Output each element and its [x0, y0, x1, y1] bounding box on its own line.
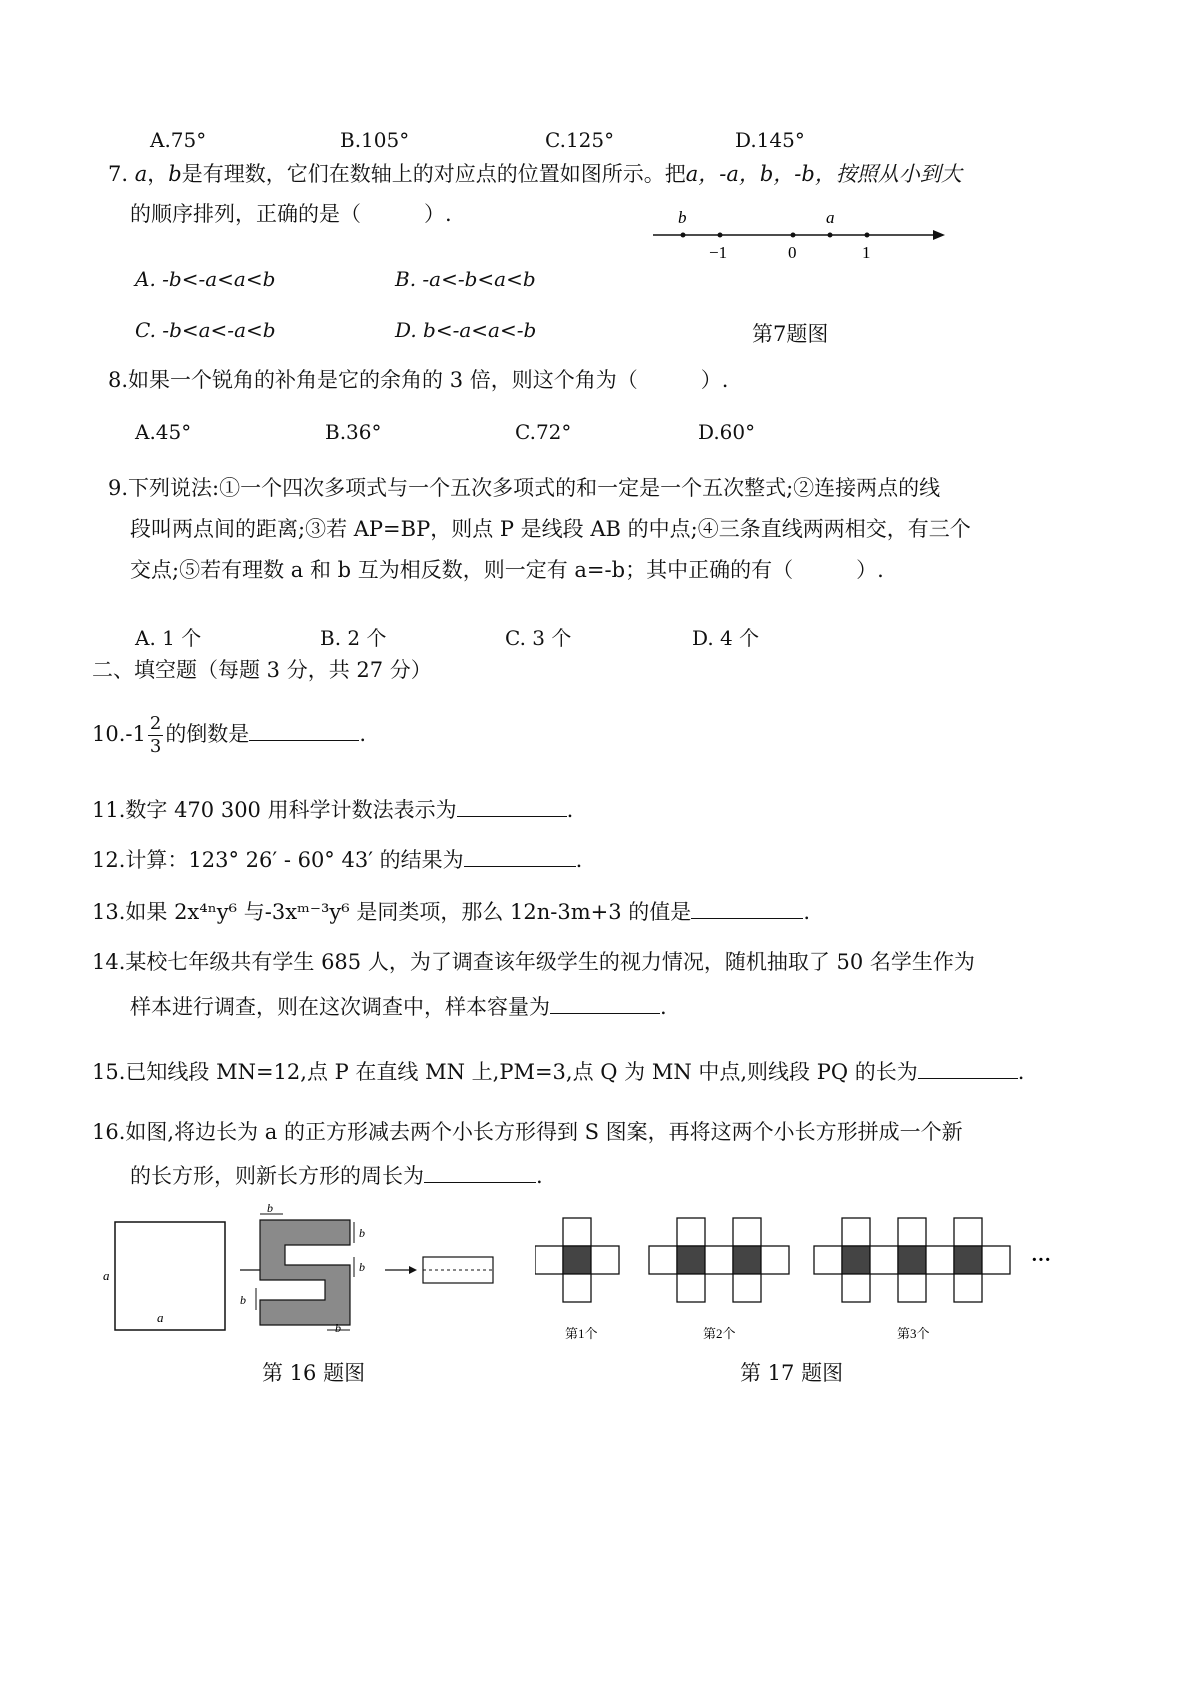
point-a	[828, 233, 833, 238]
q7-option-a: A. -b<-a<a<b	[135, 267, 276, 291]
q14-text2: 样本进行调查，则在这次调查中，样本容量为	[130, 995, 550, 1019]
q14-answer-blank[interactable]	[550, 993, 660, 1014]
q11-answer-blank[interactable]	[457, 796, 567, 817]
q16-line2	[130, 1162, 543, 1189]
q9-option-a: A. 1 个	[135, 626, 202, 650]
q9-option-c: C. 3 个	[505, 626, 572, 650]
q7-text: 是有理数，它们在数轴上的对应点的位置如图所示。把	[181, 162, 686, 186]
section-title: 二、填空题（每题 3 分，共 27 分）	[92, 658, 432, 682]
q16-end: .	[536, 1164, 543, 1188]
q11-text: 11.数字 470 300 用科学计数法表示为	[92, 798, 457, 822]
q7-line2: 的顺序排列，正确的是（ ）.	[130, 202, 452, 226]
q13-line	[92, 898, 810, 925]
q12-line	[92, 846, 582, 873]
q7-var-b: b	[168, 162, 182, 186]
b-label-bottom: b	[335, 1321, 341, 1335]
q9-line2: 段叫两点间的距离;③若 AP=BP，则点 P 是线段 AB 的中点;④三条直线两两相交，有三个	[130, 517, 971, 541]
q8-option-d: D.60°	[698, 420, 756, 444]
pattern-ellipsis: ···	[1031, 1249, 1052, 1271]
q10-fraction	[148, 715, 163, 756]
square-side-label: a	[103, 1268, 110, 1283]
label-a: a	[826, 208, 835, 227]
square-bottom-label: a	[157, 1310, 164, 1325]
q17-figure-caption: 第 17 题图	[740, 1361, 844, 1385]
b-label-right2: b	[359, 1260, 365, 1274]
tick-1	[865, 233, 870, 238]
q10-line	[92, 715, 366, 756]
pattern-2	[649, 1218, 789, 1302]
b-label-right1: b	[359, 1226, 365, 1240]
q9-option-b: B. 2 个	[320, 626, 387, 650]
q8-option-b: B.36°	[325, 420, 382, 444]
b-label-left: b	[240, 1293, 246, 1307]
q9-option-d: D. 4 个	[692, 626, 760, 650]
s-shape	[260, 1220, 350, 1325]
q16-answer-blank[interactable]	[424, 1162, 536, 1183]
q10-suffix: 的倒数是	[165, 722, 250, 746]
q7-var-a: a	[134, 162, 148, 186]
q10-end: .	[359, 722, 366, 746]
q10-answer-blank[interactable]	[249, 720, 359, 741]
q15-text: 15.已知线段 MN=12,点 P 在直线 MN 上,PM=3,点 Q 为 MN 中点,则线段 PQ 的长为	[92, 1060, 918, 1084]
q10-frac-den: 3	[149, 736, 162, 757]
q7-list: a，-a，b，-b，按照从小到大	[685, 162, 962, 186]
q7-option-c: C. -b<a<-a<b	[135, 318, 276, 342]
q9-line1: 9.下列说法:①一个四次多项式与一个五次多项式的和一定是一个五次整式;②连接两点的线	[108, 476, 941, 500]
point-b	[681, 233, 686, 238]
q16-figure-caption: 第 16 题图	[262, 1361, 366, 1385]
q16-figure	[95, 1200, 515, 1340]
q10-prefix: 10.-1	[92, 722, 146, 746]
pattern-label-1: 第1个	[565, 1326, 598, 1341]
q11-end: .	[566, 798, 574, 822]
q7-line1: 7. a，b是有理数，它们在数轴上的对应点的位置如图所示。把a，-a，b，-b，按照从小到大	[108, 162, 962, 186]
q15-answer-blank[interactable]	[918, 1058, 1018, 1079]
label-0: 0	[788, 243, 797, 262]
pattern-label-3: 第3个	[897, 1326, 930, 1341]
pattern-label-2: 第2个	[703, 1326, 736, 1341]
q16-text2: 的长方形，则新长方形的周长为	[130, 1164, 424, 1188]
q7-option-b: B. -a<-b<a<b	[395, 267, 536, 291]
q14-line1: 14.某校七年级共有学生 685 人，为了调查该年级学生的视力情况，随机抽取了 50 名学生作为	[92, 950, 975, 974]
pattern-1	[535, 1218, 619, 1302]
q8-option-a: A.45°	[135, 420, 192, 444]
q8-option-c: C.72°	[515, 420, 572, 444]
q6-option-d: D.145°	[735, 128, 805, 152]
new-rectangle	[423, 1257, 493, 1283]
label-1: 1	[862, 243, 871, 262]
q8-text: 8.如果一个锐角的补角是它的余角的 3 倍，则这个角为（ ）.	[108, 368, 729, 392]
q7-option-d: D. b<-a<a<-b	[395, 318, 537, 342]
q13-end: .	[803, 900, 810, 924]
q6-option-a: A.75°	[150, 128, 207, 152]
q17-figure	[535, 1210, 1075, 1350]
q10-frac-num: 2	[149, 713, 162, 734]
q13-answer-blank[interactable]	[691, 898, 803, 919]
q6-option-c: C.125°	[545, 128, 615, 152]
square-shape	[115, 1222, 225, 1330]
q14-end: .	[660, 995, 667, 1019]
q15-line	[92, 1058, 1024, 1085]
q12-text: 12.计算：123° 26′ - 60° 43′ 的结果为	[92, 848, 464, 872]
q6-option-b: B.105°	[340, 128, 410, 152]
tick-0	[791, 233, 796, 238]
q14-line2	[130, 993, 667, 1020]
pattern-3	[814, 1218, 1010, 1302]
label-minus1: −1	[709, 243, 728, 262]
q13-text: 13.如果 2x⁴ⁿy⁶ 与-3xᵐ⁻³y⁶ 是同类项，那么 12n-3m+3 的值是	[92, 900, 692, 924]
q7-number: 7.	[108, 162, 129, 186]
q16-line1: 16.如图,将边长为 a 的正方形减去两个小长方形得到 S 图案，再将这两个小长方形拼成一个新	[92, 1120, 963, 1144]
q7-number-line-figure	[645, 205, 955, 265]
tick-minus1	[718, 233, 723, 238]
q12-answer-blank[interactable]	[464, 846, 576, 867]
label-b: b	[678, 208, 687, 227]
q11-line	[92, 796, 573, 823]
q12-end: .	[575, 848, 583, 872]
q15-end: .	[1017, 1060, 1025, 1084]
q9-line3: 交点;⑤若有理数 a 和 b 互为相反数，则一定有 a=-b；其中正确的有（ ）.	[130, 558, 884, 582]
q7-figure-caption: 第7题图	[752, 322, 829, 346]
b-label-top: b	[267, 1201, 273, 1215]
